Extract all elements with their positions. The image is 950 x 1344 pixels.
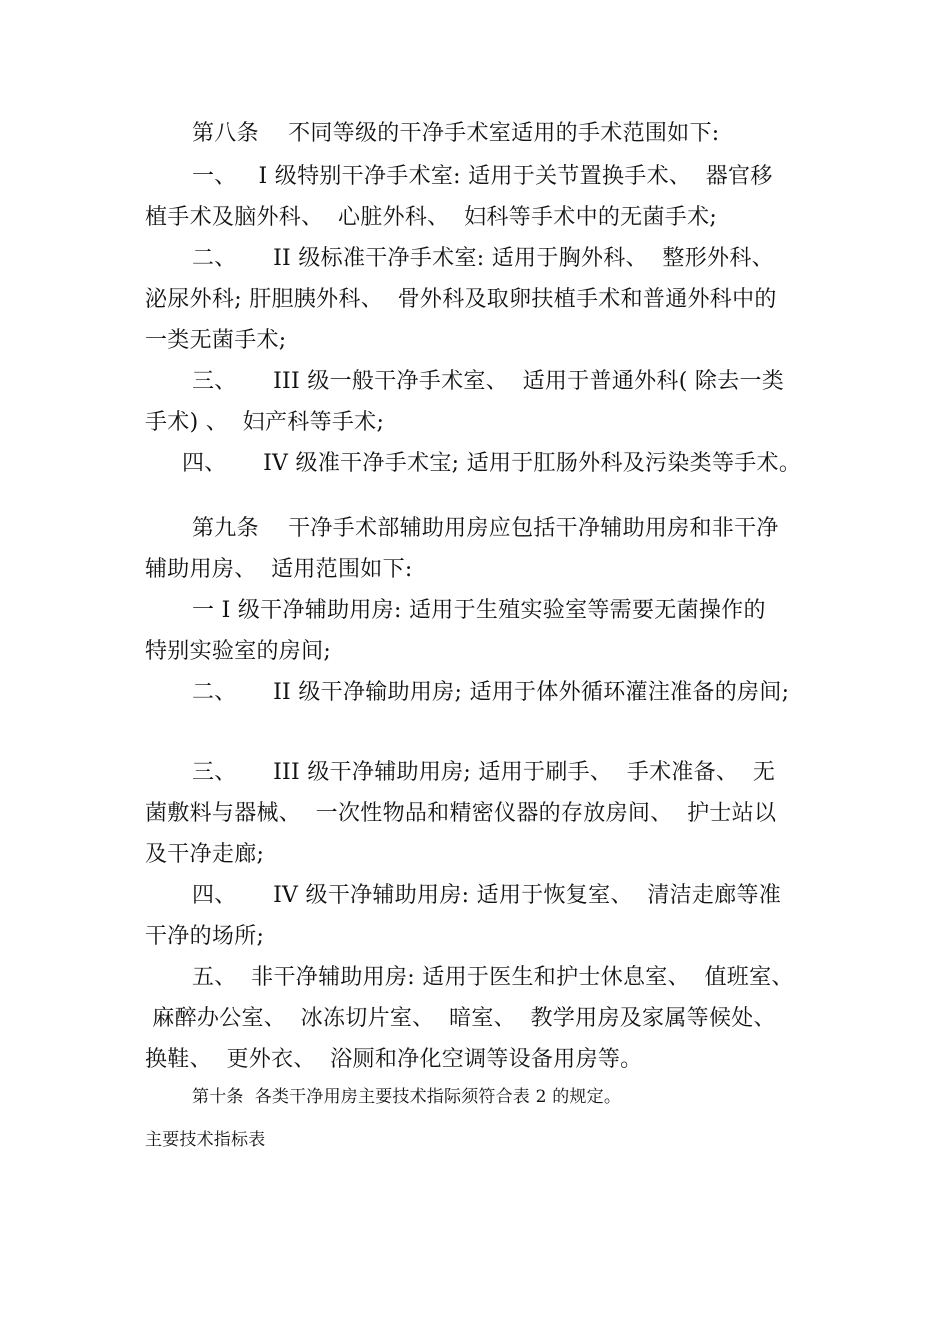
article-8-item-4: 四、 IV 级准干净手术宝; 适用于肛肠外科及污染类等手术。 — [182, 451, 802, 476]
article-8-item-2-line-1: 二、 II 级标准干净手术室: 适用于胸外科、 整形外科、 — [192, 246, 774, 271]
article-8-item-1-line-1: 一、 I 级特别干净手术室: 适用于关节置换手术、 器官移 — [192, 164, 773, 189]
article-9-item-4-line-1: 四、 IV 级干净辅助用房: 适用于恢复室、 清洁走廊等准 — [192, 883, 782, 908]
article-9-item-5-line-2: 麻醉办公室、 冰冻切片室、 暗室、 教学用房及家属等候处、 — [145, 1006, 776, 1031]
article-9-item-2: 二、 II 级干净输助用房; 适用于体外循环灌注准备的房间; — [192, 680, 790, 705]
article-9-heading-line-2: 辅助用房、 适用范围如下: — [145, 557, 413, 582]
article-9-item-1-line-1: 一 I 级干净辅助用房: 适用于生殖实验室等需要无菌操作的 — [192, 598, 766, 623]
article-9-item-5-line-3: 换鞋、 更外衣、 浴厕和净化空调等设备用房等。 — [145, 1047, 643, 1072]
article-9-heading-line-1: 第九条 干净手术部辅助用房应包括干净辅助用房和非干净 — [192, 516, 779, 541]
article-8-heading: 第八条 不同等级的干净手术室适用的手术范围如下: — [192, 121, 720, 146]
article-9-item-3-line-2: 菌敷料与器械、 一次性物品和精密仪器的存放房间、 护士站以 — [145, 801, 777, 826]
article-8-item-2-line-2: 泌尿外科; 肝胆胰外科、 骨外科及取卵扶植手术和普通外科中的 — [145, 287, 777, 312]
article-8-item-3-line-1: 三、 III 级一般干净手术室、 适用于普通外科( 除去一类 — [192, 369, 785, 394]
article-10-text: 第十条 各类干净用房主要技术指际须符合表 2 的规定。 — [192, 1087, 622, 1107]
article-9-item-3-line-3: 及干净走廊; — [145, 842, 265, 867]
article-9-item-4-line-2: 干净的场所; — [145, 924, 265, 949]
article-9-item-5-line-1: 五、 非干净辅助用房: 适用于医生和护士休息室、 值班室、 — [192, 965, 794, 990]
article-8-item-2-line-3: 一类无菌手术; — [145, 328, 287, 353]
article-8-item-1-line-2: 植手术及脑外科、 心脏外科、 妇科等手术中的无菌手术; — [145, 205, 718, 230]
article-9-item-1-line-2: 特别实验室的房间; — [145, 639, 332, 664]
article-8-item-3-line-2: 手术) 、 妇产科等手术; — [145, 410, 385, 435]
table-caption: 主要技术指标表 — [145, 1130, 266, 1150]
article-9-item-3-line-1: 三、 III 级干净辅助用房; 适用于刷手、 手术准备、 无 — [192, 760, 776, 785]
